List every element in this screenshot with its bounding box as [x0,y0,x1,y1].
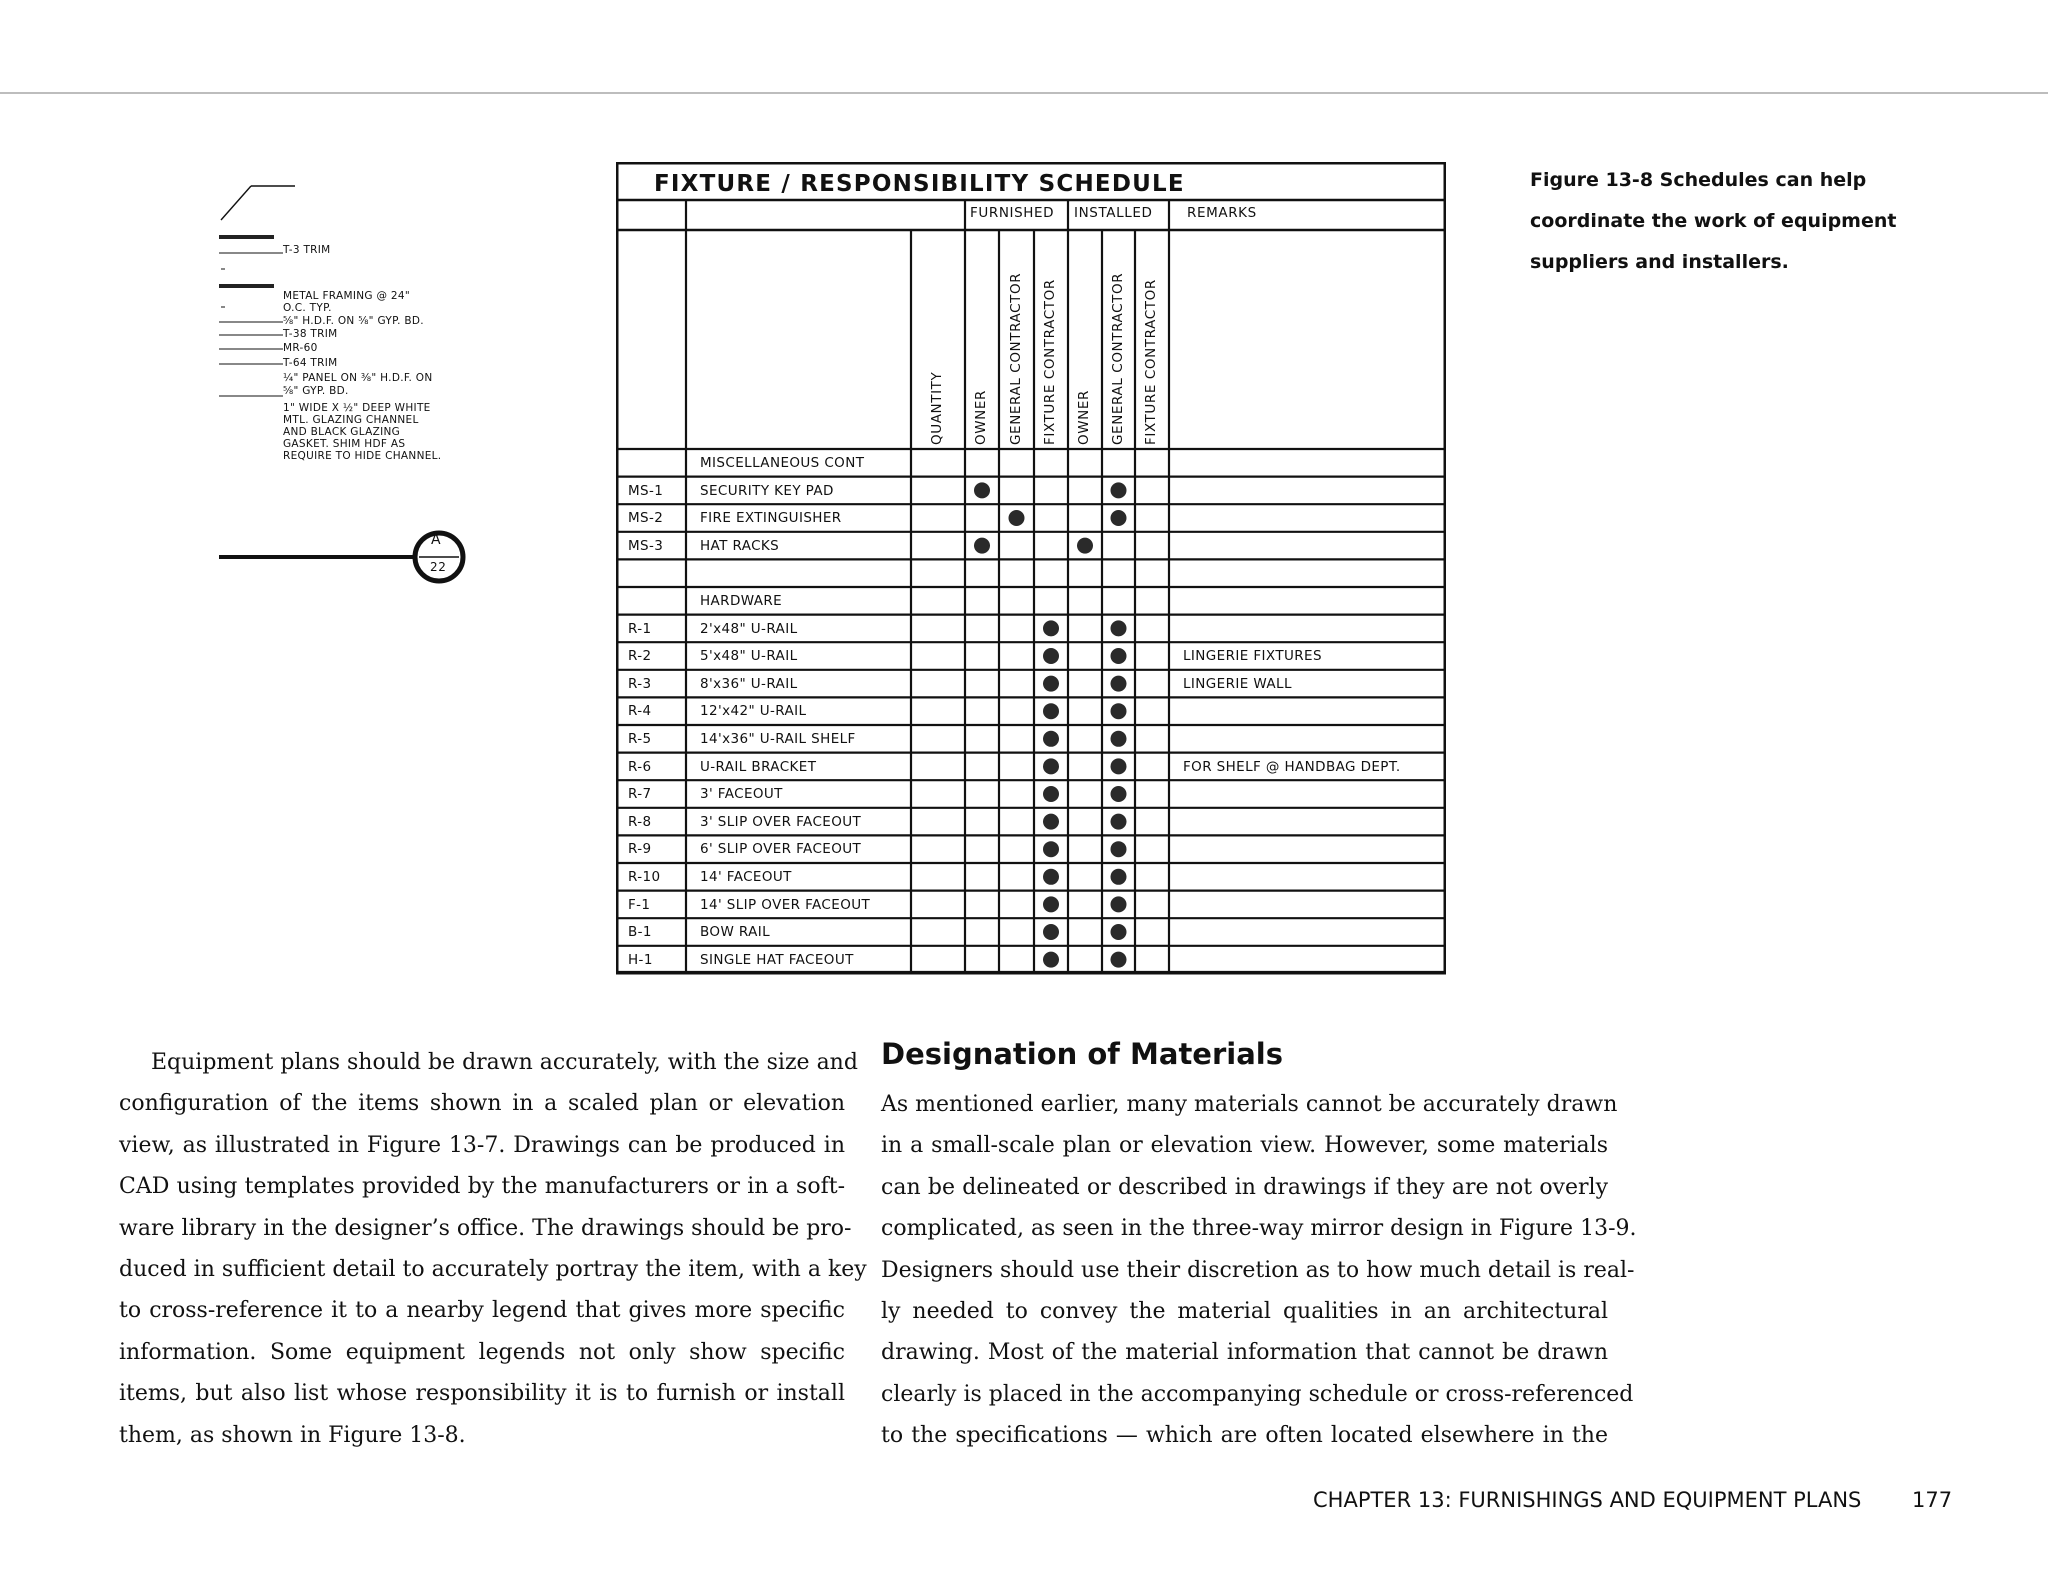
caption-text: Schedules can help coordinate the work of equipment suppliers and installers. [1530,169,1897,273]
right-column-text [881,1084,1637,1457]
column-header: FIXTURE CONTRACTOR [1042,279,1058,445]
responsibility-dot [1111,786,1127,802]
row-description: 14' SLIP OVER FACEOUT [700,896,871,913]
responsibility-dot [1043,924,1059,940]
row-code: F-1 [628,896,651,913]
column-header: OWNER [973,390,989,445]
text-line: clearly is placed in the accompanying schedule or cross-referenced [881,1381,1634,1407]
responsibility-dot [1111,952,1127,968]
detail-note: ⅝" H.D.F. ON ⅝" GYP. BD. [283,315,424,327]
row-description: 14' FACEOUT [700,869,792,885]
text-line: Designers should use their discretion as to how much detail is real- [881,1257,1635,1283]
row-description: 3' SLIP OVER FACEOUT [700,813,862,830]
text-line: items, but also list whose responsibility it is to furnish or install [119,1381,845,1407]
responsibility-dot [1111,814,1127,830]
text-line: can be delineated or described in drawings if they are not overly [881,1174,1608,1200]
row-code: R-8 [628,813,652,830]
text-line: configuration of the items shown in a scaled plan or elevation [119,1091,845,1117]
responsibility-dot [1009,510,1025,526]
responsibility-dot [1111,703,1127,719]
responsibility-dot [1111,482,1127,498]
row-code: MS-2 [628,510,664,527]
responsibility-dot [1043,620,1059,636]
responsibility-dot [974,538,990,554]
responsibility-dot [1111,676,1127,692]
text-line: view, as illustrated in Figure 13-7. Drawings can be produced in [119,1132,845,1158]
row-description: 5'x48" U-RAIL [700,648,798,665]
row-description: SECURITY KEY PAD [700,482,834,499]
responsibility-dot [1111,648,1127,664]
responsibility-dot [1043,731,1059,747]
wall-detail-drawing [215,180,515,600]
detail-note: T-3 TRIM [283,244,331,256]
column-header: GENERAL CONTRACTOR [1109,272,1126,445]
column-header: OWNER [1076,390,1092,445]
responsibility-dot [1043,896,1059,912]
text-line: to the specifications — which are often located elsewhere in the [881,1423,1608,1449]
detail-note: 1" WIDE X ½" DEEP WHITE [283,402,431,414]
row-description: MISCELLANEOUS CONT [700,455,865,471]
row-remarks: LINGERIE WALL [1183,675,1292,692]
furnished-header: FURNISHED [970,205,1055,221]
row-description: 3' FACEOUT [700,786,783,803]
row-code: MS-3 [628,537,664,554]
text-line: duced in sufficient detail to accurately portray the item, with a key [119,1257,867,1283]
responsibility-dot [1043,814,1059,830]
detail-note: T-64 TRIM [283,357,338,369]
responsibility-dot [1111,731,1127,747]
row-description: 12'x42" U-RAIL [700,703,807,720]
section-heading: Designation of Materials [881,1037,1283,1071]
detail-note: AND BLACK GLAZING [283,426,401,438]
schedule-title: FIXTURE / RESPONSIBILITY SCHEDULE [654,171,1185,197]
text-line: Equipment plans should be drawn accurately, with the size and [151,1050,858,1075]
responsibility-dot [1043,841,1059,857]
row-code: R-6 [628,758,652,775]
text-line: drawing. Most of the material information that cannot be drawn [881,1340,1608,1366]
page-number: 177 [1912,1488,1953,1512]
column-header: FIXTURE CONTRACTOR [1143,279,1159,445]
row-description: 14'x36" U-RAIL SHELF [700,731,856,747]
row-code: R-9 [628,841,652,858]
installed-header: INSTALLED [1074,205,1153,221]
section-marker-letter: A [431,532,442,548]
text-line: ly needed to convey the material qualities in an architectural [881,1299,1608,1325]
top-rule [0,92,2048,94]
row-code: R-3 [628,675,652,692]
detail-note: GASKET. SHIM HDF AS [283,438,406,450]
text-line: to cross-reference it to a nearby legend that gives more specific [119,1298,845,1324]
detail-note: MTL. GLAZING CHANNEL [283,414,419,426]
detail-note: ⅝" GYP. BD. [283,385,349,397]
row-code: R-1 [628,620,652,637]
responsibility-dot [1043,703,1059,719]
row-description: HARDWARE [700,593,783,609]
responsibility-dot [1043,952,1059,968]
row-code: R-2 [628,648,652,665]
detail-note: METAL FRAMING @ 24" [283,290,410,302]
section-marker-number: 22 [430,560,447,574]
left-column-text [119,1042,867,1456]
responsibility-dot [974,482,990,498]
caption-label: Figure 13-8 [1530,169,1654,191]
responsibility-dot [1111,620,1127,636]
responsibility-dot [1111,510,1127,526]
row-code: R-5 [628,731,652,747]
row-description: HAT RACKS [700,537,780,554]
column-header: QUANTITY [929,371,945,445]
row-description: 6' SLIP OVER FACEOUT [700,841,862,858]
responsibility-dot [1111,758,1127,774]
figure-caption [1530,160,1910,283]
row-code: H-1 [628,951,653,968]
row-description: U-RAIL BRACKET [700,758,817,775]
row-code: R-7 [628,786,652,803]
responsibility-dot [1111,841,1127,857]
responsibility-dot [1077,538,1093,554]
row-code: MS-1 [628,482,664,499]
detail-note: MR-60 [283,342,318,354]
row-code: R-10 [628,869,661,885]
row-code: R-4 [628,703,652,720]
row-description: BOW RAIL [700,924,771,941]
row-remarks: FOR SHELF @ HANDBAG DEPT. [1183,758,1401,775]
detail-note: ¼" PANEL ON ⅜" H.D.F. ON [283,372,433,384]
detail-note: T-38 TRIM [283,328,338,340]
responsibility-dot [1111,896,1127,912]
column-header: GENERAL CONTRACTOR [1007,272,1024,445]
remarks-header: REMARKS [1187,205,1257,221]
row-description: SINGLE HAT FACEOUT [700,951,854,968]
text-line: information. Some equipment legends not only show specific [119,1339,845,1365]
row-description: FIRE EXTINGUISHER [700,510,842,527]
row-description: 8'x36" U-RAIL [700,675,798,692]
responsibility-dot [1043,648,1059,664]
responsibility-dot [1043,758,1059,774]
text-line: CAD using templates provided by the manufacturers or in a soft- [119,1174,845,1200]
responsibility-dot [1043,786,1059,802]
responsibility-dot [1043,676,1059,692]
text-line: in a small-scale plan or elevation view. However, some materials [881,1133,1608,1159]
row-code: B-1 [628,924,652,941]
row-description: 2'x48" U-RAIL [700,620,798,637]
running-footer: CHAPTER 13: FURNISHINGS AND EQUIPMENT PLANS [1313,1488,1862,1512]
text-line: ware library in the designer’s office. The drawings should be pro- [119,1215,852,1241]
text-line: As mentioned earlier, many materials cannot be accurately drawn [881,1092,1618,1117]
detail-note: REQUIRE TO HIDE CHANNEL. [283,450,442,462]
row-remarks: LINGERIE FIXTURES [1183,648,1322,665]
detail-note: O.C. TYP. [283,302,332,314]
text-line: them, as shown in Figure 13-8. [119,1422,466,1448]
responsibility-dot [1111,869,1127,885]
responsibility-dot [1111,924,1127,940]
responsibility-dot [1043,869,1059,885]
text-line: complicated, as seen in the three-way mirror design in Figure 13-9. [881,1216,1637,1242]
detail-linework [215,180,515,600]
